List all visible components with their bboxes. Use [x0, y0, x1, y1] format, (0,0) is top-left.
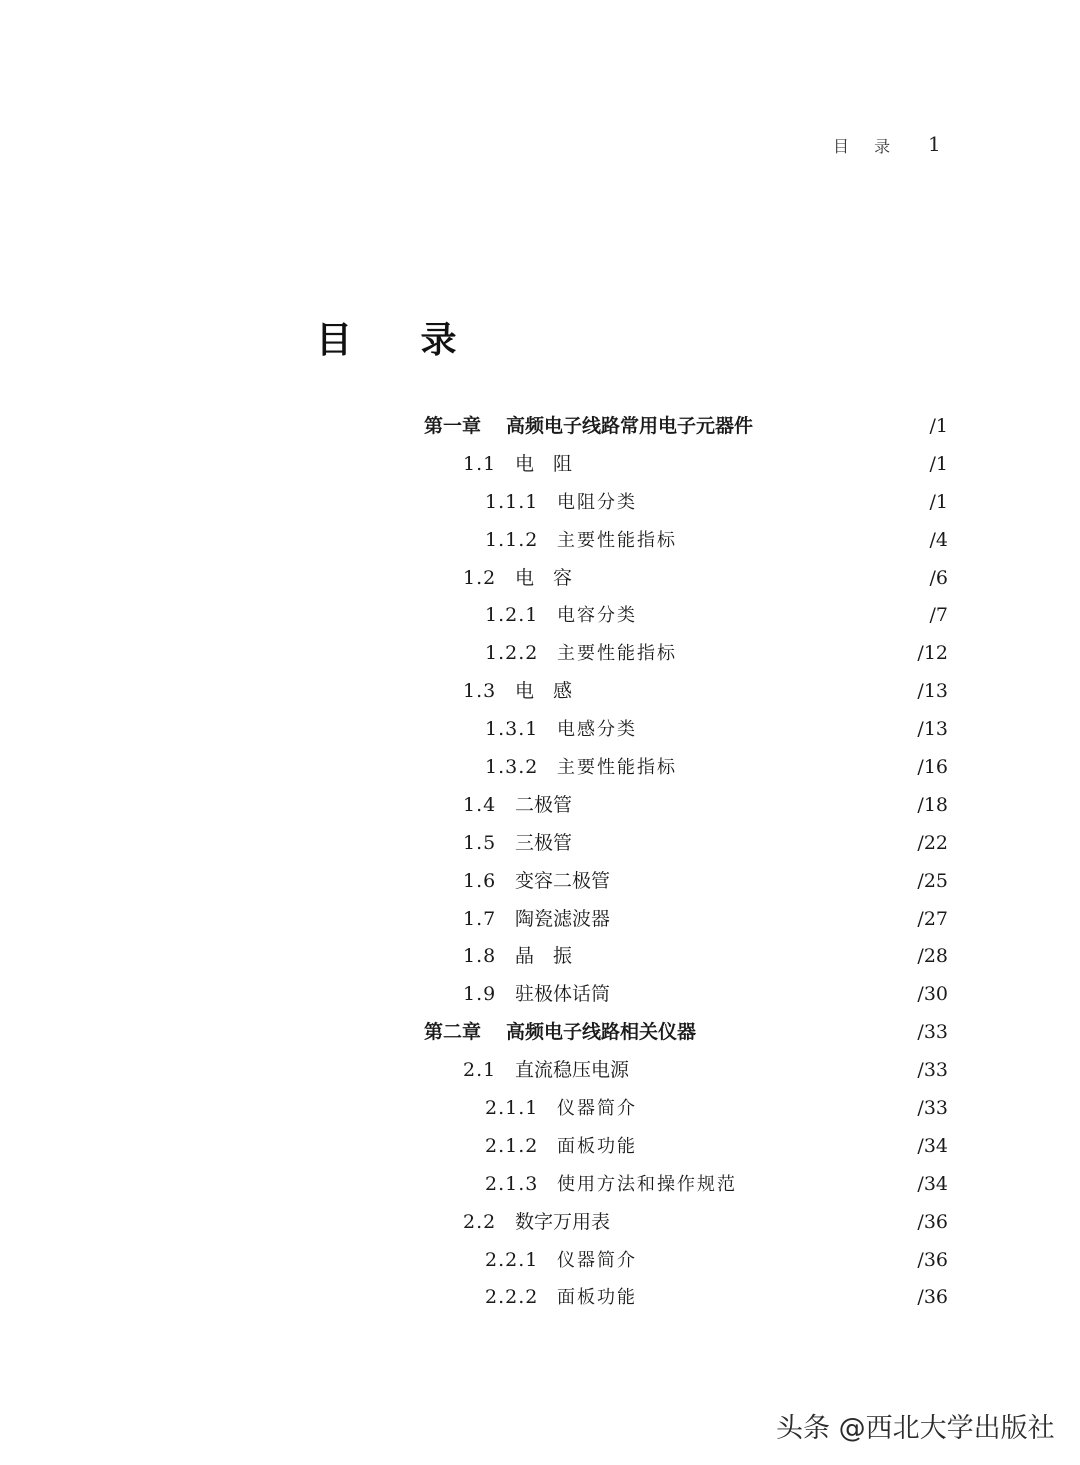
toc-entry-page: /4: [929, 528, 948, 551]
toc-section-entry[interactable]: [424, 938, 948, 976]
toc-subsection-entry[interactable]: [424, 635, 948, 673]
toc-entry-page: /36: [917, 1248, 948, 1271]
toc-entry-number: 1.9: [463, 983, 497, 1006]
toc-entry-page: /34: [917, 1134, 948, 1157]
toc-entry-page: /25: [917, 869, 948, 892]
toc-entry-title: 高频电子线路相关仪器: [506, 1021, 697, 1044]
toc-entry-title: 陶瓷滤波器: [515, 907, 611, 930]
toc-entry-title: 仪器简介: [557, 1098, 637, 1120]
toc-subsection-entry[interactable]: [424, 1128, 948, 1166]
toc-entry-title: 主要性能指标: [557, 643, 677, 665]
toc-entry-title: 三极管: [515, 831, 573, 854]
toc-chapter-entry[interactable]: [424, 408, 948, 446]
toc-entry-page: /28: [917, 945, 948, 968]
toc-section-entry[interactable]: [424, 1052, 948, 1090]
toc-subsection-entry[interactable]: [424, 1090, 948, 1128]
toc-subsection-entry[interactable]: [424, 711, 948, 749]
toc-entry-page: /22: [917, 831, 948, 854]
toc-entry-page: /16: [917, 756, 948, 779]
toc-entry-number: 1.2.2: [485, 642, 539, 665]
toc-section-entry[interactable]: [424, 863, 948, 901]
toc-entry-title: 晶 振: [515, 945, 573, 968]
toc-entry-number: 2.2.2: [485, 1286, 539, 1309]
toc-entry-title: 变容二极管: [515, 869, 611, 892]
toc-entry-page: /7: [929, 604, 948, 627]
toc-section-entry[interactable]: [424, 446, 948, 484]
toc-entry-page: /34: [917, 1172, 948, 1195]
toc-entry-number: 1.2.1: [485, 604, 539, 627]
toc-entry-title: 数字万用表: [515, 1210, 611, 1233]
toc-entry-title: 直流稳压电源: [515, 1059, 630, 1082]
toc-chapter-entry[interactable]: [424, 1014, 948, 1052]
toc-entry-number: 2.1: [463, 1059, 497, 1082]
toc-entry-title: 电阻分类: [557, 491, 637, 513]
toc-entry-page: /1: [929, 452, 948, 475]
toc-entry-title: 电 阻: [515, 452, 573, 475]
toc-entry-title: 电 容: [515, 566, 573, 589]
toc-entry-number: 1.7: [463, 907, 497, 930]
toc-entry-page: /33: [917, 1021, 948, 1044]
toc-entry-title: 电感分类: [557, 719, 637, 741]
toc-entry-title: 二极管: [515, 793, 573, 816]
toc-entry-title: 高频电子线路常用电子元器件: [506, 415, 754, 437]
toc-entry-page: /13: [917, 680, 948, 703]
toc-entry-number: 1.8: [463, 945, 497, 968]
toc-section-entry[interactable]: [424, 976, 948, 1014]
toc-entry-page: /12: [917, 642, 948, 665]
toc-subsection-entry[interactable]: [424, 1166, 948, 1204]
toc-section-entry[interactable]: [424, 901, 948, 939]
toc-entry-page: /30: [917, 983, 948, 1006]
toc-entry-title: 使用方法和操作规范: [557, 1173, 737, 1195]
toc-entry-number: 2.1.2: [485, 1134, 539, 1157]
toc-entry-number: 1.2: [463, 566, 497, 589]
toc-subsection-entry[interactable]: [424, 1242, 948, 1280]
toc-entry-number: 1.3.2: [485, 756, 539, 779]
toc-entry-number: 2.2.1: [485, 1248, 539, 1271]
toc-entry-page: /27: [917, 907, 948, 930]
toc-entry-page: /13: [917, 718, 948, 741]
toc-section-entry[interactable]: [424, 825, 948, 863]
toc-entry-number: 1.4: [463, 793, 497, 816]
toc-entry-number: 1.1.1: [485, 490, 539, 513]
toc-section-entry[interactable]: [424, 560, 948, 598]
toc-entry-title: 面板功能: [557, 1135, 637, 1157]
toc-section-entry[interactable]: [424, 787, 948, 825]
toc-subsection-entry[interactable]: [424, 1279, 948, 1317]
toc-section-entry[interactable]: [424, 673, 948, 711]
toc-entry-title: 电容分类: [557, 605, 637, 627]
page-number: 1: [928, 132, 941, 156]
toc-section-entry[interactable]: [424, 1204, 948, 1242]
toc-entry-page: /33: [917, 1059, 948, 1082]
toc-entry-title: 电 感: [515, 680, 573, 703]
toc-entry-number: 1.3.1: [485, 718, 539, 741]
toc-entry-number: 2.2: [463, 1210, 497, 1233]
watermark-text: 头条 @西北大学出版社: [776, 1413, 1055, 1444]
toc-entry-title: 面板功能: [557, 1287, 637, 1309]
toc-entry-page: /1: [929, 415, 948, 437]
toc-subsection-entry[interactable]: [424, 749, 948, 787]
toc-entry-page: /18: [917, 793, 948, 816]
toc-subsection-entry[interactable]: [424, 522, 948, 560]
running-head: 目 录: [833, 137, 901, 156]
toc-entry-number: 2.1.3: [485, 1172, 539, 1195]
toc-entry-number: 1.6: [463, 869, 497, 892]
toc-entry-number: 1.1.2: [485, 528, 539, 551]
toc-entry-page: /36: [917, 1210, 948, 1233]
toc-entry-page: /6: [929, 566, 948, 589]
toc-entry-page: /1: [929, 490, 948, 513]
toc-entry-title: 主要性能指标: [557, 529, 677, 551]
toc-entry-number: 1.1: [463, 452, 497, 475]
toc-entry-title: 仪器简介: [557, 1249, 637, 1271]
toc-entry-number: 第二章: [424, 1021, 482, 1044]
toc-entry-title: 主要性能指标: [557, 757, 677, 779]
toc-entry-number: 1.5: [463, 831, 497, 854]
toc-entry-number: 2.1.1: [485, 1097, 539, 1120]
toc-subsection-entry[interactable]: [424, 597, 948, 635]
toc-entry-page: /33: [917, 1097, 948, 1120]
toc-entry-number: 1.3: [463, 680, 497, 703]
table-of-contents: [424, 408, 948, 1317]
toc-entry-number: 第一章: [424, 415, 482, 437]
toc-subsection-entry[interactable]: [424, 484, 948, 522]
toc-entry-page: /36: [917, 1286, 948, 1309]
page-title: 目 录: [316, 319, 485, 361]
toc-entry-title: 驻极体话筒: [515, 983, 611, 1006]
